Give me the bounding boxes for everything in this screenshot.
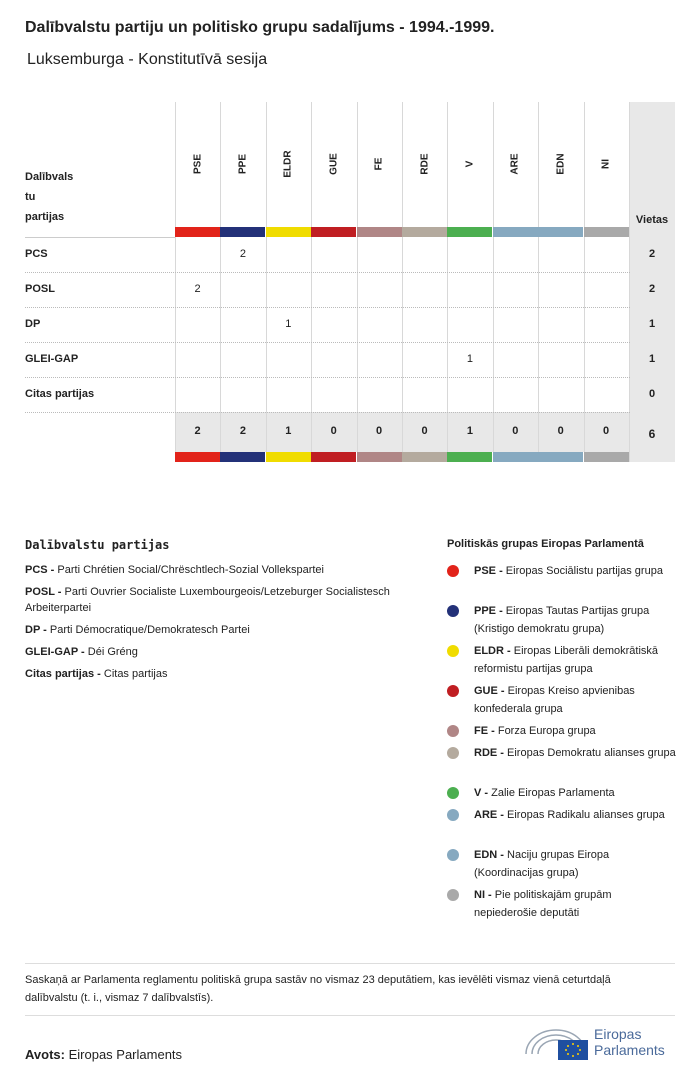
party-name: Déi Gréng [87,646,138,658]
total-column-bg [629,102,675,462]
column-label: ELDR [282,150,294,178]
row-total: 2 [648,248,656,260]
party-legend-title: Dalībvalstu partijas [25,538,170,552]
parliament-hemicycle-icon [522,1024,592,1062]
group-color-dot-icon [447,787,459,799]
group-legend-item [447,806,677,824]
column-header-ppe [220,102,265,227]
group-legend-item [447,886,677,922]
row-divider [25,272,630,273]
party-legend-item [25,584,425,616]
group-name: Eiropas Liberāli demokrātiskā reformistu partijas grupa [474,645,659,675]
row-divider [25,412,630,413]
row-total: 1 [648,353,656,365]
column-total: 0 [512,425,519,437]
group-legend-item [447,722,677,740]
column-divider [629,102,630,462]
party-name: Citas partijas [103,668,168,680]
row-total: 0 [648,388,656,400]
party-legend-item [25,666,425,682]
row-divider [25,377,630,378]
table-cell: 2 [239,248,246,260]
party-code: PCS - [25,564,55,576]
column-label: PSE [192,153,203,175]
table-cell: 1 [285,318,292,330]
group-code: EDN - [474,849,504,861]
group-code: NI - [474,889,492,901]
party-name: Parti Chrétien Social/Chrëschtlech-Sozial Vollekspartei [57,564,324,576]
group-color-bar [538,227,583,237]
group-color-bar [266,452,311,462]
group-code: PPE - [474,605,503,617]
ep-logo [522,1024,677,1064]
column-label: PPE [237,153,249,175]
group-name: Zalie Eiropas Parlamenta [491,787,615,799]
row-label: POSL [25,283,55,295]
group-legend-item [447,682,677,718]
group-name: Eiropas Kreiso apvienibas konfederala grupa [474,685,635,715]
group-name: Eiropas Tautas Partijas grupa (Kristigo demokratu grupa) [474,605,650,635]
group-color-dot-icon [447,889,459,901]
grand-total: 6 [648,427,656,441]
column-header-pse [175,102,220,227]
row-header-line: partijas [25,211,65,223]
column-total: 1 [285,425,292,437]
logo-text: Parlaments [594,1042,665,1058]
column-header-edn [538,102,583,227]
column-label: RDE [419,153,430,175]
party-name: Parti Ouvrier Socialiste Luxembourgeois/Letzeburger Socialistesch Arbeiterpartei [25,586,390,614]
party-code: DP - [25,624,47,636]
group-code: V - [474,787,489,799]
party-legend-item [25,562,425,578]
group-legend-item [447,784,677,802]
group-color-bar [357,452,402,462]
column-header-v [447,102,492,227]
group-code: ELDR - [474,645,511,657]
distribution-table [25,102,675,464]
group-color-bar [584,227,629,237]
group-color-bar [220,452,265,462]
group-color-bar [402,452,447,462]
group-color-bar [538,452,583,462]
group-color-bar [447,452,492,462]
group-legend-title: Politiskās grupas Eiropas Parlamentā [447,538,644,550]
group-name: Eiropas Sociālistu partijas grupa [505,565,663,577]
party-legend-item [25,622,425,638]
column-label: ARE [509,153,521,175]
party-name: Parti Démocratique/Demokratesch Partei [49,624,250,636]
row-total: 1 [648,318,656,330]
group-color-dot-icon [447,725,459,737]
group-name: Naciju grupas Eiropa (Koordinacijas grupa) [474,849,610,879]
group-name: Eiropas Radikalu alianses grupa [507,809,665,821]
column-total: 1 [466,425,473,437]
column-header-rde [402,102,447,227]
group-code: ARE - [474,809,504,821]
row-label: Citas partijas [25,388,95,400]
chart-title: Dalībvalstu partiju un politisko grupu sadalījums - 1994.-1999. [25,19,495,36]
column-total: 2 [239,425,246,437]
header-divider [25,237,175,238]
group-color-bar [311,452,356,462]
group-color-dot-icon [447,645,459,657]
group-legend-item [447,562,677,580]
table-cell: 1 [466,353,473,365]
table-cell: 2 [194,283,201,295]
column-header-gue [311,102,356,227]
group-code: FE - [474,725,495,737]
column-label: EDN [555,153,567,175]
group-color-bar [175,452,220,462]
column-total: 0 [421,425,428,437]
column-total: 0 [557,425,564,437]
column-total: 0 [330,425,337,437]
group-color-bar [493,227,538,237]
total-header: Vietas [635,214,669,226]
column-total: 0 [376,425,383,437]
group-color-bar [402,227,447,237]
group-color-dot-icon [447,685,459,697]
group-legend-item [447,602,677,638]
group-color-bar [447,227,492,237]
row-label: DP [25,318,41,330]
group-color-dot-icon [447,849,459,861]
group-color-dot-icon [447,605,459,617]
column-header-ni [584,102,629,227]
row-total: 2 [648,283,656,295]
group-code: GUE - [474,685,505,697]
chart-subtitle: Luksemburga - Konstitutīvā sesija [27,51,268,68]
row-label: GLEI-GAP [25,353,79,365]
group-color-dot-icon [447,747,459,759]
row-label: PCS [25,248,48,260]
row-header-line: Dalībvals [25,171,74,183]
group-color-bar [266,227,311,237]
divider [25,1015,675,1016]
logo-text: Eiropas [594,1026,642,1042]
group-color-bar [175,227,220,237]
party-legend [25,562,425,688]
party-code: Citas partijas - [25,668,101,680]
column-label: GUE [328,153,340,175]
divider [25,963,675,964]
group-code: RDE - [474,747,504,759]
column-total: 2 [194,425,201,437]
row-header-line: tu [25,191,36,203]
group-name: Forza Europa grupa [497,725,596,737]
group-legend-item [447,744,677,762]
column-header-are [493,102,538,227]
group-color-bar [357,227,402,237]
source [25,1047,182,1062]
group-code: PSE - [474,565,503,577]
row-divider [25,342,630,343]
group-color-dot-icon [447,565,459,577]
group-color-bar [493,452,538,462]
group-color-bar [584,452,629,462]
group-legend-item [447,846,677,882]
group-name: Eiropas Demokratu alianses grupa [507,747,676,759]
column-total: 0 [603,425,610,437]
source-value: Eiropas Parlaments [68,1047,183,1062]
footnote: Saskaņā ar Parlamenta reglamentu politiskā grupa sastāv no vismaz 23 deputātiem, kas ievēlēti vismaz vienā ceturtdaļā dalībvalstu (t. i., vismaz 7 dalībvalstīs). [25,974,611,1004]
group-color-bar [311,227,356,237]
column-label: NI [600,159,612,169]
column-label: FE [373,157,385,171]
row-divider [25,307,630,308]
group-name: Pie politiskajām grupām nepiederošie deputāti [474,889,612,919]
column-label: V [464,160,476,168]
party-code: POSL - [25,586,62,598]
party-legend-item [25,644,425,660]
group-color-bar [220,227,265,237]
column-header-eldr [266,102,311,227]
row-header [25,167,73,227]
party-code: GLEI-GAP - [25,646,85,658]
group-color-dot-icon [447,809,459,821]
source-label: Avots: [25,1047,65,1062]
column-header-fe [357,102,402,227]
group-legend-item [447,642,677,678]
